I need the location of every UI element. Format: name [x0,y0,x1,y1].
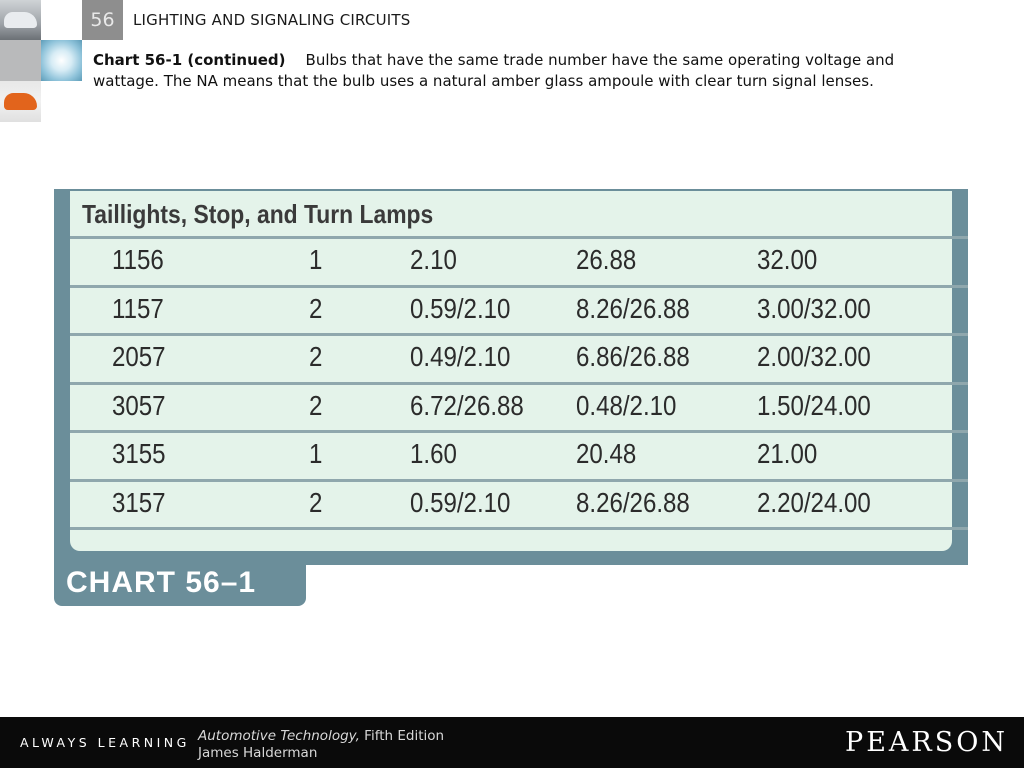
table-cell: 0.59/2.10 [410,292,511,324]
table-cell: 8.26/26.88 [576,292,690,324]
caption-text: Bulbs that have the same trade number have the same operating voltage and wattage. The NA means that the bulb uses a natural amber glass ampoule with clear turn signal lenses. [93,51,895,90]
table-cell: 2 [309,389,323,421]
bulb-chart [54,189,968,565]
car-thumbnail-silver [0,0,41,40]
chart-label: CHART 56–1 [66,566,257,599]
caption-label: Chart 56-1 (continued) [93,51,286,69]
table-cell: 21.00 [757,438,818,469]
table-cell: 3.00/32.00 [757,292,871,324]
table-cell: 2.20/24.00 [757,486,871,518]
table-row [70,432,952,478]
footer-tagline: ALWAYS LEARNING [20,735,190,750]
table-cell: 2 [309,341,323,372]
table-row [70,238,952,284]
table-cell: 6.86/26.88 [576,341,690,372]
table-cell: 1.60 [410,438,457,469]
publisher-logo: PEARSON [845,727,1008,758]
chart-label-tab [54,565,306,606]
headlight-thumbnail [41,40,82,81]
chart-table [70,191,952,551]
table-cell: 2.00/32.00 [757,341,871,372]
book-author: James Halderman [198,745,318,761]
table-cell: 2 [309,486,323,518]
car-thumbnail-orange [0,81,41,122]
table-cell: 2.10 [410,244,457,275]
table-row [70,287,952,333]
gray-thumbnail [0,40,41,81]
table-cell: 2057 [112,341,166,372]
book-info [198,728,444,762]
chapter-number: 56 [82,0,123,40]
table-cell: 0.59/2.10 [410,486,511,518]
table-cell: 0.48/2.10 [576,389,677,421]
table-cell: 8.26/26.88 [576,486,690,518]
table-row [70,335,952,381]
table-cell: 3157 [112,486,166,518]
table-row [70,481,952,527]
table-cell: 26.88 [576,244,637,275]
table-cell: 1157 [112,292,164,324]
book-edition: Fifth Edition [364,728,445,744]
table-cell: 2 [309,292,323,324]
table-row [70,384,952,430]
table-cell: 0.49/2.10 [410,341,511,372]
book-title: Automotive Technology, [198,728,360,744]
chart-caption [93,50,953,92]
table-cell: 1.50/24.00 [757,389,871,421]
row-divider [70,527,968,530]
table-cell: 32.00 [757,244,818,275]
table-cell: 20.48 [576,438,637,469]
table-cell: 1 [309,244,323,275]
footer-bar [0,717,1024,768]
chapter-title: LIGHTING AND SIGNALING CIRCUITS [133,11,411,29]
table-cell: 1156 [112,244,164,275]
table-cell: 1 [309,438,323,469]
chart-heading: Taillights, Stop, and Turn Lamps [82,199,434,229]
table-cell: 3057 [112,389,166,421]
table-cell: 3155 [112,438,166,469]
table-cell: 6.72/26.88 [410,389,524,421]
